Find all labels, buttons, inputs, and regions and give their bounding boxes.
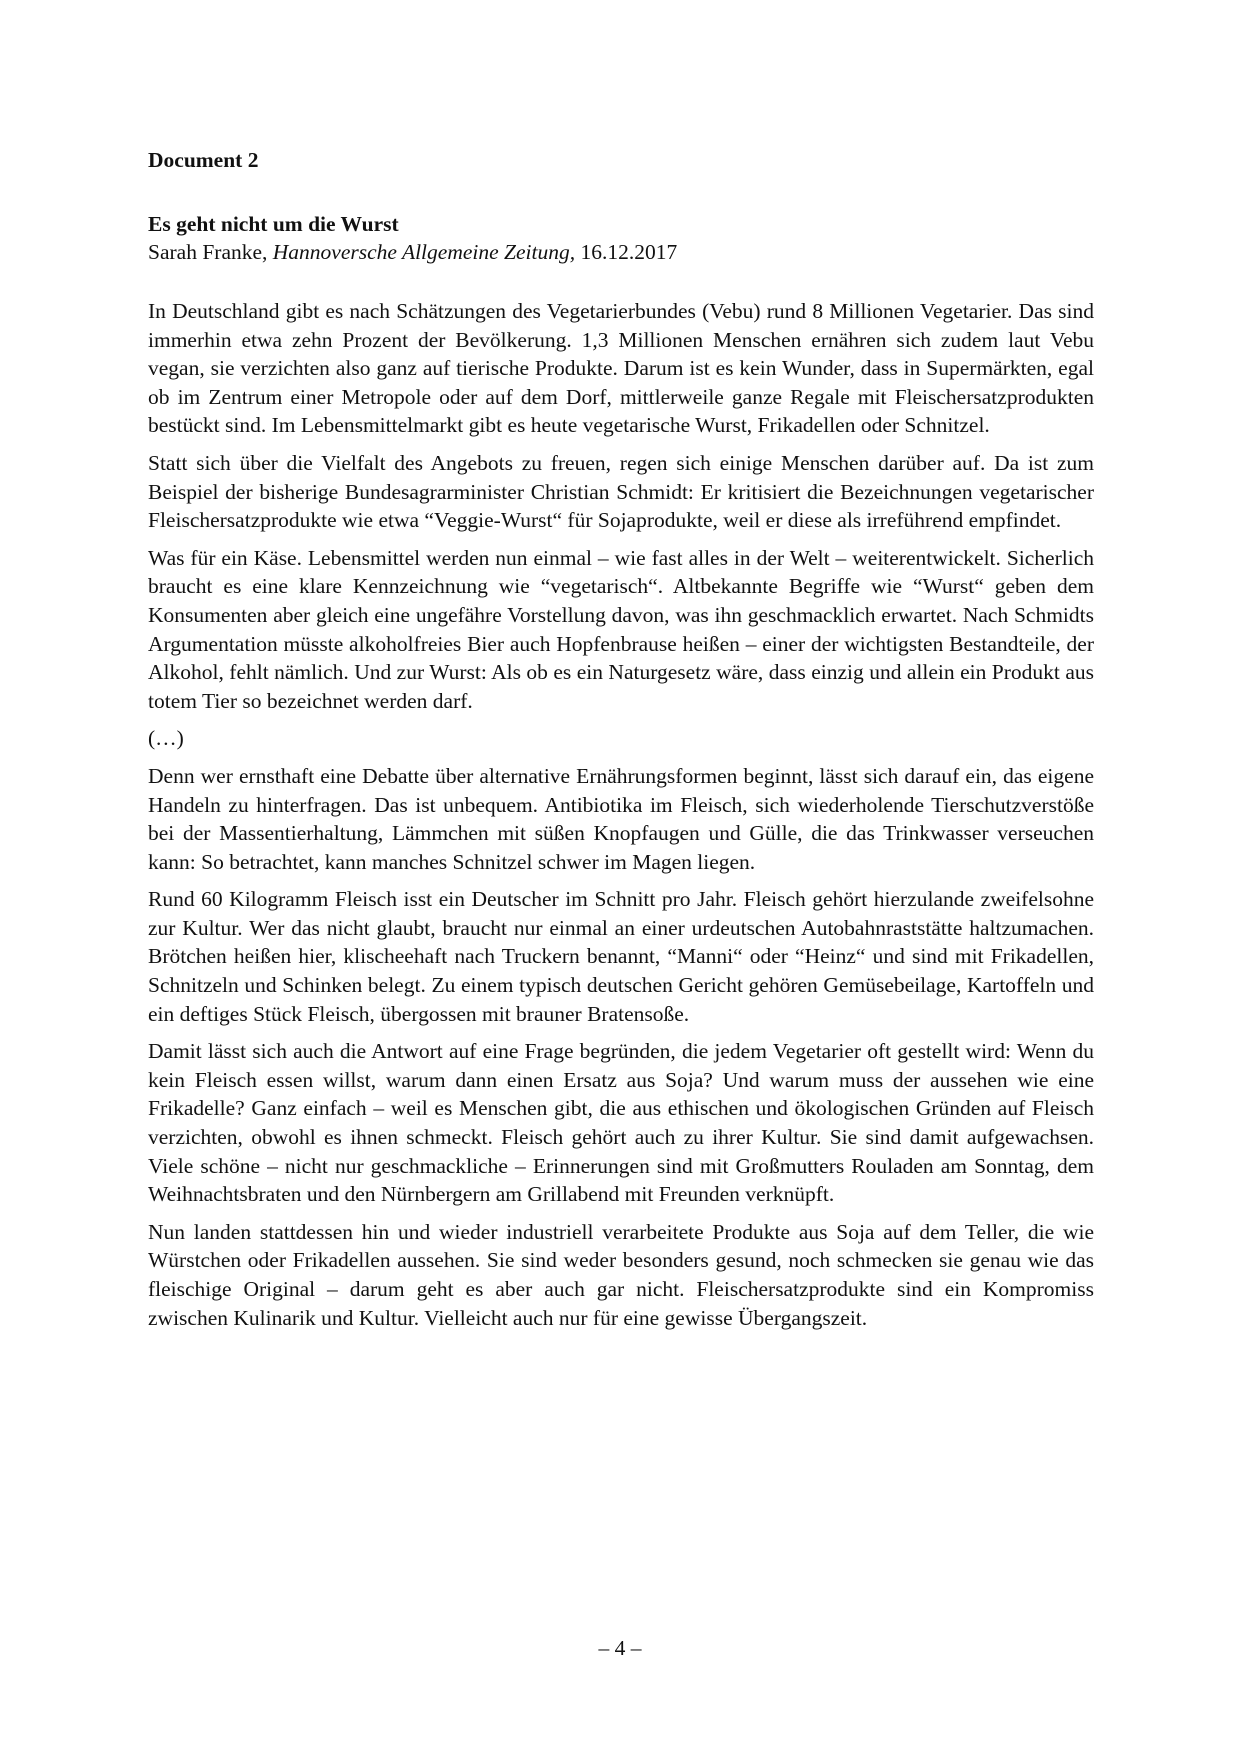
ellipsis-marker: (…) [148, 726, 184, 751]
paragraph: Was für ein Käse. Lebensmittel werden nun einmal – wie fast alles in der Welt – weiterentwickelt. Sicherlich braucht es eine klare Kennzeichnung wie “vegetarisch“. Altbekannte Begriffe wie “Wurst“ geben dem Konsumenten aber gleich eine ungefähre Vorstellung davon, was ihn geschmacklich erwartet. Nach Schmidts Argumentation müsste alkoholfreies Bier auch Hopfenbrause heißen – einer der wichtigsten Bestandteile, der Alkohol, fehlt nämlich. Und zur Wurst: Als ob es ein Naturgesetz wäre, dass einzig und allein ein Produkt aus totem Tier so bezeichnet werden darf. [148, 545, 1094, 713]
document-page [148, 146, 1094, 1341]
paragraph: Denn wer ernsthaft eine Debatte über alternative Ernährungsformen beginnt, lässt sich darauf ein, das eigene Handeln zu hinterfragen. Das ist unbequem. Antibiotika im Fleisch, sich wiederholende Tierschutzverstöße bei der Massentierhaltung, Lämmchen mit süßen Knopfaugen und Gülle, die das Trinkwasser verseuchen kann: So betrachtet, kann manches Schnitzel schwer im Magen liegen. [148, 763, 1094, 874]
paragraph: Nun landen stattdessen hin und wieder industriell verarbeitete Produkte aus Soja auf dem Teller, die wie Würstchen oder Frikadellen aussehen. Sie sind weder besonders gesund, noch schmecken sie genau wie das fleischige Original – darum geht es aber auch gar nicht. Fleischersatzprodukte sind ein Kompromiss zwischen Kulinarik und Kultur. Vielleicht auch nur für eine gewisse Übergangszeit. [148, 1219, 1094, 1330]
paragraph: Damit lässt sich auch die Antwort auf eine Frage begründen, die jedem Vegetarier oft gestellt wird: Wenn du kein Fleisch essen willst, warum dann einen Ersatz aus Soja? Und warum muss der aussehen wie eine Frikadelle? Ganz einfach – weil es Menschen gibt, die aus ethischen und ökologischen Gründen auf Fleisch verzichten, obwohl es ihnen schmeckt. Fleisch gehört auch zu ihrer Kultur. Sie sind damit aufgewachsen. Viele schöne – nicht nur geschmackliche – Erinnerungen sind mit Großmutters Rouladen am Sonntag, dem Weihnachtsbraten und den Nürnbergern am Grillabend mit Freunden verknüpft. [148, 1039, 1094, 1207]
article-title: Es geht nicht um die Wurst [148, 212, 399, 236]
article-body [148, 297, 1094, 1332]
byline [148, 238, 1094, 266]
paragraph: In Deutschland gibt es nach Schätzungen des Vegetarierbundes (Vebu) rund 8 Millionen Vegetarier. Das sind immerhin etwa zehn Prozent der Bevölkerung. 1,3 Millionen Menschen ernähren sich zudem laut Vebu vegan, sie verzichten also ganz auf tierische Produkte. Darum ist es kein Wunder, dass in Supermärkten, egal ob im Zentrum einer Metropole oder auf dem Dorf, mittlerweile ganze Regale mit Fleischersatzprodukten bestückt sind. Im Lebensmittelmarkt gibt es heute vegetarische Wurst, Frikadellen oder Schnitzel. [148, 299, 1094, 438]
paragraph: Rund 60 Kilogramm Fleisch isst ein Deutscher im Schnitt pro Jahr. Fleisch gehört hierzulande zweifelsohne zur Kultur. Wer das nicht glaubt, braucht nur einmal an einer urdeutschen Autobahnraststätte haltzumachen. Brötchen heißen hier, klischeehaft nach Truckern benannt, “Manni“ oder “Heinz“ und sind mit Frikadellen, Schnitzeln und Schinken belegt. Zu einem typisch deutschen Gericht gehören Gemüsebeilage, Kartoffeln und ein deftiges Stück Fleisch, übergossen mit brauner Bratensoße. [148, 887, 1094, 1026]
page-number: – 4 – [598, 1636, 642, 1660]
author-name: Sarah Franke, [148, 240, 268, 264]
publication-date: 16.12.2017 [580, 240, 678, 264]
document-label: Document 2 [148, 148, 259, 172]
newspaper-name: Hannoversche Allgemeine Zeitung, [272, 240, 576, 264]
paragraph: Statt sich über die Vielfalt des Angebots zu freuen, regen sich einige Menschen darüber auf. Da ist zum Beispiel der bisherige Bundesagrarminister Christian Schmidt: Er kritisiert die Bezeichnungen vegetarischer Fleischersatzprodukte wie etwa “Veggie-Wurst“ für Sojaprodukte, weil er diese als irreführend empfindet. [148, 450, 1094, 533]
